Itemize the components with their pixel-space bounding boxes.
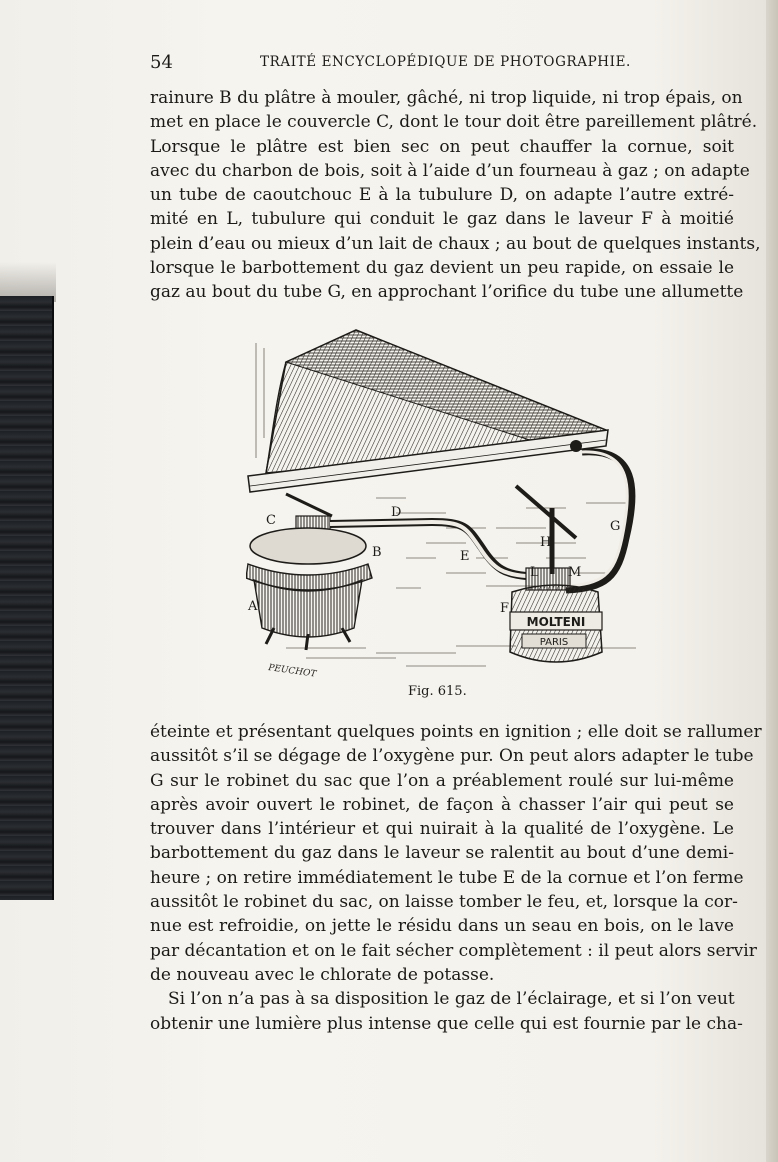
text-line: éteinte et présentant quelques points en ignition ; elle doit se rallumer [150,722,762,742]
figure-label-c: C [266,513,276,528]
figure-label-l: L [530,565,539,580]
text-line: avec du charbon de bois, soit à l’aide d’un fourneau à gaz ; on adapte [150,160,750,181]
text-line: plein d’eau ou mieux d’un lait de chaux ; au bout de quelques instants, [150,233,761,254]
figure-label-m: M [568,565,582,580]
figure-label-h: H [540,535,552,550]
engraver-signature: PEUCHOT [267,663,317,680]
text-line: Lorsque le plâtre est bien sec on peut chauffer la cornue, soit [150,136,734,157]
text-line: après avoir ouvert le robinet, de façon à chasser l’air qui peut se [150,794,734,815]
text-line: met en place le couvercle C, dont le tour doit être pareillement plâtré. [150,112,758,133]
text-line: mité en L, tubulure qui conduit le gaz dans le laveur F à moitié [150,209,734,230]
figure-615-oxygen-apparatus [246,328,638,680]
text-line: barbottement du gaz dans le laveur se ralentit au bout d’une demi- [150,843,734,864]
film-strip [0,296,54,900]
bag-stopcock [570,440,582,452]
can-label-maker: MOLTENI [526,615,586,629]
figure-caption: Fig. 615. [408,684,467,699]
text-line: par décantation et on le fait sécher complètement : il peut alors servir [150,940,757,961]
text-line: aussitôt le robinet du sac, on laisse tomber le feu, et, lorsque la cor- [150,892,738,913]
figure-label-b: B [372,545,382,560]
text-line: rainure B du plâtre à mouler, gâché, ni trop liquide, ni trop épais, on [150,88,743,108]
figure-label-f: F [500,601,510,616]
text-line: trouver dans l’intérieur et qui nuirait à la qualité de l’oxygène. Le [150,819,734,840]
running-title: TRAITÉ ENCYCLOPÉDIQUE DE PHOTOGRAPHIE. [260,54,631,70]
page-number: 54 [150,52,173,73]
text-line: gaz au bout du tube G, en approchant l’orifice du tube une allumette [150,282,744,303]
text-line: nue est refroidie, on jette le résidu dans un seau en bois, on le lave [150,916,734,937]
text-line: lorsque le barbottement du gaz devient un peu rapide, on essaie le [150,258,734,279]
figure-label-d: D [391,505,402,520]
text-line: de nouveau avec le chlorate de potasse. [150,964,495,985]
text-line: heure ; on retire immédiatement le tube E de la cornue et l’on ferme [150,867,744,888]
page-edge [766,0,778,1162]
figure-label-a: A [248,599,258,614]
figure-label-g: G [610,519,621,534]
text-line: obtenir une lumière plus intense que celle qui est fournie par le cha- [150,1013,743,1034]
text-line: un tube de caoutchouc E à la tubulure D, on adapte l’autre extré- [150,185,734,206]
can-label-city: PARIS [539,637,569,648]
figure-label-e: E [460,549,470,564]
paragraph-top [150,86,761,305]
paragraph-bottom [150,720,762,1036]
text-line: Si l’on n’a pas à sa disposition le gaz de l’éclairage, et si l’on veut [168,989,735,1010]
retort [246,516,372,650]
text-line: aussitôt s’il se dégage de l’oxygène pur. On peut alors adapter le tube [150,746,754,767]
page-header [150,50,734,76]
text-line: G sur le robinet du sac que l’on a préablement roulé sur lui-même [150,770,734,791]
